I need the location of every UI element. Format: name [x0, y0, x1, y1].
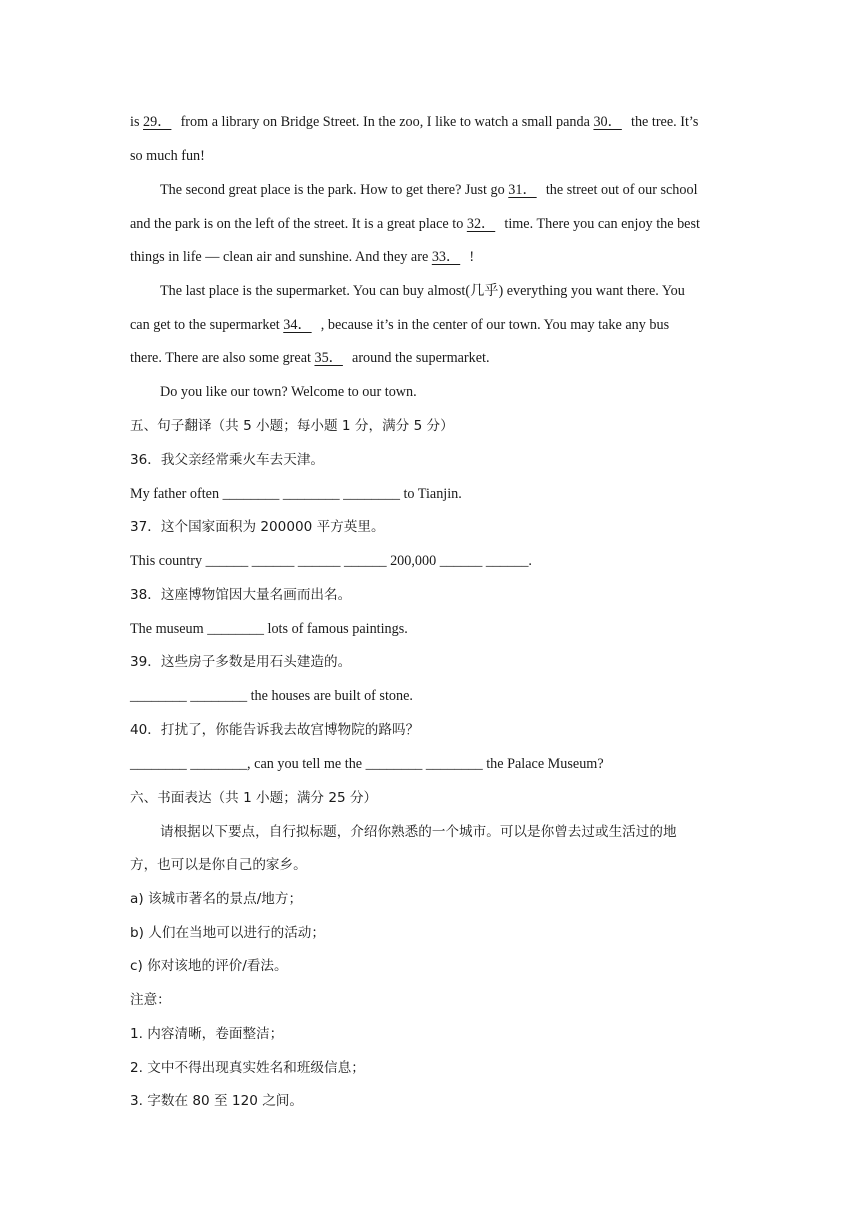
- blank-32[interactable]: 32．: [466, 216, 496, 232]
- note-1: 1. 内容清晰，卷面整洁；: [130, 1026, 284, 1042]
- text: is: [130, 114, 144, 130]
- point-c: c) 你对该地的评价/看法。: [130, 958, 288, 974]
- writing-prompt: 请根据以下要点，自行拟标题，介绍你熟悉的一个城市。可以是你曾去过或生活过的地: [160, 824, 677, 840]
- question-37-english: This country ______ ______ ______ ______ 200,000 ______ ______.: [130, 553, 532, 569]
- passage-line: [160, 180, 740, 200]
- question-38-english: The museum ________ lots of famous paintings.: [130, 621, 408, 637]
- blank-31[interactable]: 31．: [508, 182, 537, 198]
- passage-line: [130, 112, 740, 132]
- question-39-chinese: 39．这些房子多数是用石头建造的。: [130, 654, 352, 670]
- text: things in life — clean air and sunshine. And they are: [130, 249, 432, 265]
- note-label: 注意：: [130, 992, 171, 1008]
- note-2: 2. 文中不得出现真实姓名和班级信息；: [130, 1060, 365, 1076]
- text: , because it’s in the center of our town. You may take any bus: [317, 317, 670, 333]
- text: time. There you can enjoy the best: [500, 216, 700, 232]
- text: The second great place is the park. How to get there? Just go: [160, 182, 509, 198]
- text: the tree. It’s: [627, 114, 699, 130]
- text: and the park is on the left of the street. It is a great place to: [130, 216, 467, 232]
- blank-30[interactable]: 30．: [593, 114, 622, 130]
- passage-line: [130, 214, 740, 234]
- passage-line: so much fun!: [130, 148, 205, 164]
- question-40-english: ________ ________, can you tell me the ________ ________ the Palace Museum?: [130, 756, 604, 772]
- point-b: b) 人们在当地可以进行的活动；: [130, 925, 325, 941]
- passage-line: [130, 315, 740, 335]
- point-a: a) 该城市著名的景点/地方；: [130, 891, 303, 907]
- passage-line: The last place is the supermarket. You can buy almost(几乎) everything you want there. You: [160, 283, 685, 299]
- text: !: [465, 249, 475, 265]
- question-38-chinese: 38．这座博物馆因大量名画而出名。: [130, 587, 352, 603]
- writing-prompt: 方，也可以是你自己的家乡。: [130, 857, 307, 873]
- section-6-heading: 六、书面表达（共 1 小题；满分 25 分）: [130, 790, 378, 806]
- passage-line: [130, 247, 740, 267]
- blank-29[interactable]: 29．: [143, 114, 172, 130]
- text: around the supermarket.: [348, 350, 490, 366]
- question-39-english: ________ ________ the houses are built of stone.: [130, 688, 413, 704]
- text: can get to the supermarket: [130, 317, 284, 333]
- passage-line: [130, 348, 740, 368]
- passage-line: Do you like our town? Welcome to our town.: [160, 384, 417, 400]
- section-5-heading: 五、句子翻译（共 5 小题；每小题 1 分，满分 5 分）: [130, 418, 454, 434]
- text: there. There are also some great: [130, 350, 315, 366]
- note-3: 3. 字数在 80 至 120 之间。: [130, 1093, 303, 1109]
- question-37-chinese: 37．这个国家面积为 200000 平方英里。: [130, 519, 385, 535]
- question-36-english: My father often ________ ________ ________ to Tianjin.: [130, 486, 462, 502]
- blank-34[interactable]: 34．: [283, 317, 312, 333]
- question-36-chinese: 36．我父亲经常乘火车去天津。: [130, 452, 325, 468]
- blank-35[interactable]: 35．: [314, 350, 343, 366]
- question-40-chinese: 40．打扰了，你能告诉我去故宫博物院的路吗？: [130, 722, 420, 738]
- text: from a library on Bridge Street. In the zoo, I like to watch a small panda: [177, 114, 594, 130]
- blank-33[interactable]: 33．: [431, 249, 461, 265]
- text: the street out of our school: [542, 182, 698, 198]
